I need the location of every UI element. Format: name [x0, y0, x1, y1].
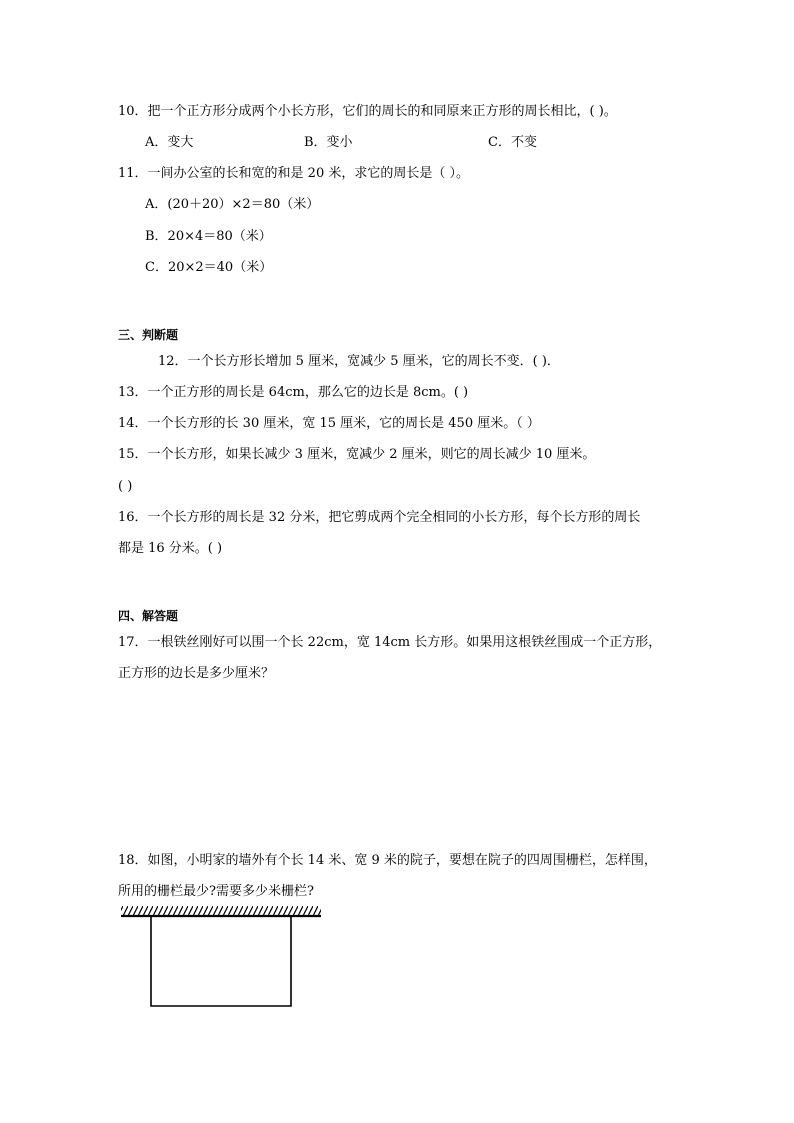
question-10-option-a: A．变大	[145, 135, 194, 150]
wall-hatching	[121, 906, 321, 916]
question-10-stem: 10．把一个正方形分成两个小长方形，它们的周长的和同原来正方形的周长相比，( )。	[118, 104, 617, 119]
section-3-heading: 三、判断题	[118, 328, 179, 342]
question-17-line-1: 17．一根铁丝刚好可以围一个长 22cm，宽 14cm 长方形。如果用这根铁丝围成一个正方形，	[118, 635, 662, 650]
question-10-option-b: B．变小	[304, 135, 353, 150]
question-11-option-b: B．20×4＝80（米）	[145, 229, 272, 244]
question-16-line-2: 都是 16 分米。( )	[118, 541, 223, 556]
question-14: 14．一个长方形的长 30 厘米，宽 15 厘米，它的周长是 450 厘米。（ ）	[118, 416, 540, 431]
question-16-line-1: 16．一个长方形的周长是 32 分米，把它剪成两个完全相同的小长方形，每个长方形的周长	[118, 510, 641, 525]
question-11-option-c: C．20×2＝40（米）	[145, 260, 273, 275]
yard-rectangle	[151, 917, 291, 1006]
question-11-stem: 11．一间办公室的长和宽的和是 20 米，求它的周长是（ ）。	[118, 166, 469, 181]
question-12: 12．一个长方形长增加 5 厘米，宽减少 5 厘米，它的周长不变．( )．	[158, 354, 560, 369]
section-4-heading: 四、解答题	[118, 609, 179, 623]
question-15-line-1: 15．一个长方形，如果长减少 3 厘米，宽减少 2 厘米，则它的周长减少 10 厘米。	[118, 447, 596, 462]
question-10-option-c: C．不变	[488, 135, 537, 150]
question-15-answer-blank: ( )	[118, 479, 133, 494]
question-13: 13．一个正方形的周长是 64cm，那么它的边长是 8cm。( )	[118, 385, 469, 400]
question-17-line-2: 正方形的边长是多少厘米？	[118, 666, 275, 681]
question-11-option-a: A．(20＋20）×2＝80（米）	[145, 197, 320, 212]
yard-wall-diagram	[118, 906, 324, 1010]
question-18-line-2: 所用的栅栏最少?需要多少米栅栏?	[118, 884, 314, 899]
question-18-line-1: 18．如图，小明家的墙外有个长 14 米、宽 9 米的院子，要想在院子的四周围栅栏，怎样围，	[118, 853, 657, 868]
